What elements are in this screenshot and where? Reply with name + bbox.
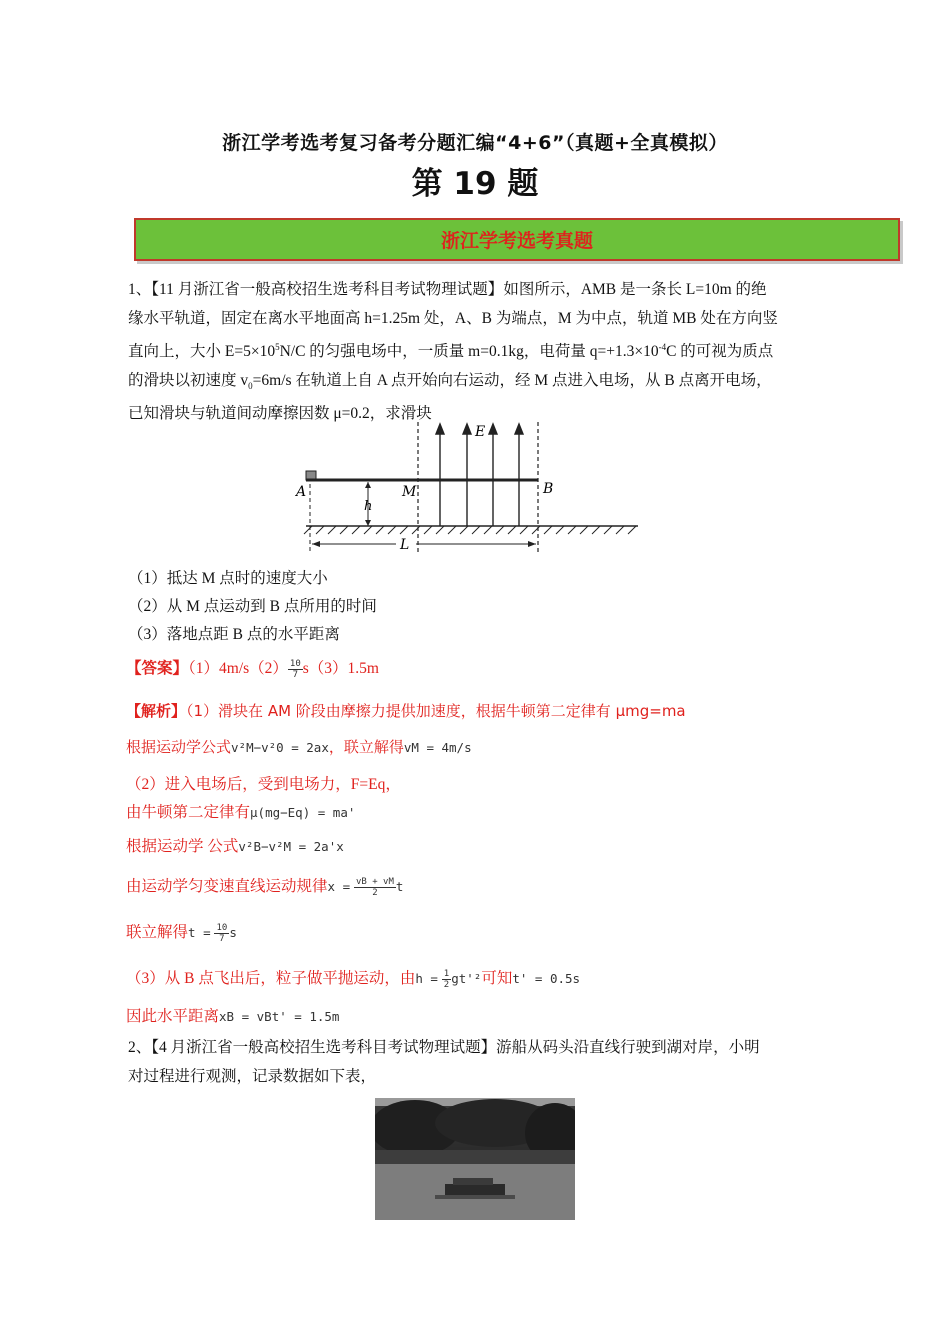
analysis-line-3: （2）进入电场后，受到电场力，F=Eq，: [126, 776, 401, 793]
track-diagram: [290, 420, 650, 560]
formula: v²B−v²M = 2a'x: [238, 839, 344, 854]
question-2: （2）从 M 点运动到 B 点所用的时间: [128, 598, 377, 615]
analysis-line-8: （3）从 B 点飞出后，粒子做平抛运动，由h = $\frac{1}{2}$ gt'²可知t' = 0.5s: [126, 968, 581, 990]
analysis-line-2: 根据运动学公式v²M−v²0 = 2ax，联立解得vM = 4m/s: [126, 738, 472, 756]
problem-1-statement: 1、【11 月浙江省一般高校招生选考科目考试物理试题】如图所示，AMB 是一条长 L=10m 的绝 缘水平轨道，固定在离水平地面高 h=1.25m 处，A、B 为端点，M 为中点，轨道 MB 处在方向竖 直向上，大小 $E=5\times 10^5N/C$ 的匀强电场中，一质量 m=0.1kg，电荷量 $q=+1.3\times 10^{-4}C$ 的可视为质点 的滑块以初速度 $v_0=6m/s$ 在轨道上自 A 点开始向右运动，经 M 点进入电场，从 B 点离开电场， 已知滑块与轨道间动摩擦因数 μ=0.2，求滑块: [128, 281, 778, 423]
formula: xB = vBt' = 1.5m: [219, 1009, 340, 1024]
banner-label: 浙江学考选考真题: [440, 230, 593, 252]
analysis-label: 【解析】: [126, 702, 187, 720]
problem-2-statement: 2、【4 月浙江省一般高校招生选考科目考试物理试题】游船从码头沿直线行驶到湖对岸，小明 对过程进行观测，记录数据如下表，: [128, 1039, 760, 1085]
question-1: （1）抵达 M 点时的速度大小: [128, 570, 328, 587]
formula-fraction: $\frac{vB + vM}{2}$: [355, 876, 394, 898]
section-banner: [134, 218, 900, 261]
boat-photo: [375, 1098, 575, 1220]
label-A: A: [296, 484, 307, 500]
analysis-line-7: 联立解得t = $\frac{10}{7}$ s: [126, 922, 237, 944]
formula: μ(mg−Eq) = ma': [250, 805, 356, 820]
formula-fraction: $\frac{1}{2}$: [443, 968, 450, 990]
formula: v²M−v²0 = 2ax: [231, 740, 329, 755]
question-3: （3）落地点距 B 点的水平距离: [128, 626, 340, 643]
answer-label: 【答案】: [126, 660, 189, 677]
analysis-line-4: 由牛顿第二定律有μ(mg−Eq) = ma': [126, 804, 356, 821]
answer-fraction: $\frac{10}{7}$: [289, 658, 301, 680]
document-title: 浙江学考选考复习备考分题汇编“4+6”（真题+全真模拟）: [222, 132, 728, 154]
problem-2-source: 2、【4 月浙江省一般高校招生选考科目考试物理试题】: [128, 1039, 497, 1056]
analysis-line-6: 由运动学匀变速直线运动规律x = $\frac{vB + vM}{2}$ t: [126, 876, 404, 898]
answer-line: 【答案】（1）4m/s（2） $\frac{10}{7}$ s（3）1.5m: [126, 658, 379, 680]
label-B: B: [543, 481, 554, 497]
document-subtitle: 第 19 题: [411, 166, 539, 202]
problem-1-source: 1、【11 月浙江省一般高校招生选考科目考试物理试题】: [128, 281, 504, 298]
label-L: L: [400, 537, 410, 553]
label-M: M: [402, 484, 417, 500]
analysis-line-1: 【解析】（1）滑块在 AM 阶段由摩擦力提供加速度，根据牛顿第二定律有 μmg=ma: [126, 702, 686, 720]
formula: vM = 4m/s: [403, 740, 472, 755]
label-h: h: [364, 499, 373, 514]
label-E: E: [475, 424, 486, 440]
analysis-line-5: 根据运动学 公式v²B−v²M = 2a'x: [126, 838, 344, 855]
analysis-line-9: 因此水平距离xB = vBt' = 1.5m: [126, 1008, 340, 1025]
formula-fraction: $\frac{10}{7}$: [216, 922, 228, 944]
